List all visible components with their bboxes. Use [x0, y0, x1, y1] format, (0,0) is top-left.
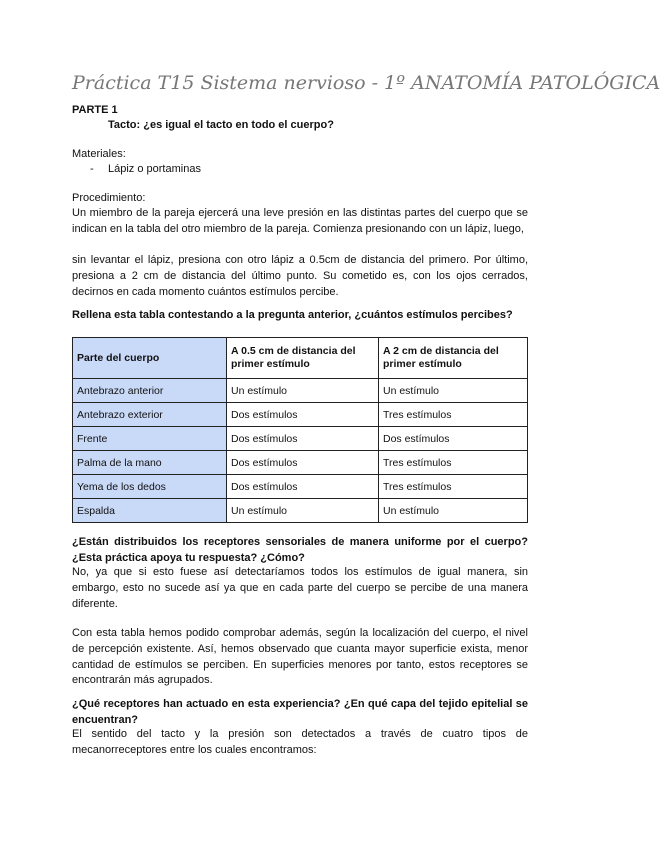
table-header-cell: A 0.5 cm de distancia del primer estímulo	[227, 338, 379, 379]
table-header-cell: A 2 cm de distancia del primer estímulo	[379, 338, 528, 379]
table-cell: Dos estímulos	[227, 403, 379, 427]
table-header-cell: Parte del cuerpo	[73, 338, 227, 379]
stimuli-table	[72, 337, 528, 523]
table-prompt: Rellena esta tabla contestando a la pregunta anterior, ¿cuántos estímulos percibes?	[72, 309, 513, 321]
materials-bullet: -	[90, 163, 94, 175]
table-row	[73, 379, 528, 403]
table-cell: Dos estímulos	[379, 427, 528, 451]
table-cell: Un estímulo	[379, 499, 528, 523]
table-cell: Tres estímulos	[379, 403, 528, 427]
table-row	[73, 499, 528, 523]
materials-label: Materiales:	[72, 148, 126, 160]
table-cell-body-part: Yema de los dedos	[73, 475, 227, 499]
question-1: ¿Están distribuidos los receptores sensoriales de manera uniforme por el cuerpo? ¿Esta práctica apoya tu respuesta? ¿Cómo?	[72, 536, 528, 564]
table-cell: Un estímulo	[227, 379, 379, 403]
question-2: ¿Qué receptores han actuado en esta experiencia? ¿En qué capa del tejido epitelial se encuentran?	[72, 698, 528, 726]
answer-1: No, ya que si esto fuese así detectaríamos todos los estímulos de igual manera, sin embargo, esto no sucede así ya que en cada parte del cuerpo se percibe de una manera diferente.	[72, 566, 528, 610]
table-cell: Un estímulo	[227, 499, 379, 523]
table-cell: Un estímulo	[379, 379, 528, 403]
answer-1-continued: Con esta tabla hemos podido comprobar además, según la localización del cuerpo, el nivel de percepción existente. Así, hemos observado que cuanta mayor superficie exista, menor cantidad de estímulos se perciben. En superficies menores por tanto, estos receptores se encontrarán más agrupados.	[72, 627, 528, 687]
section-subtitle: Tacto: ¿es igual el tacto en todo el cuerpo?	[108, 119, 334, 131]
table-row	[73, 403, 528, 427]
table-row	[73, 427, 528, 451]
table-cell: Dos estímulos	[227, 427, 379, 451]
table-row	[73, 451, 528, 475]
table-cell: Dos estímulos	[227, 475, 379, 499]
table-cell-body-part: Antebrazo exterior	[73, 403, 227, 427]
table-row	[73, 475, 528, 499]
procedure-text-continued: sin levantar el lápiz, presiona con otro lápiz a 0.5cm de distancia del primero. Por último, presiona a 2 cm de distancia del último punto. Su cometido es, con los ojos cerrados, decirnos en cada momento cuántos estímulos percibe.	[72, 254, 528, 298]
table-cell-body-part: Espalda	[73, 499, 227, 523]
procedure-text: Un miembro de la pareja ejercerá una leve presión en las distintas partes del cuerpo que se indican en la tabla del otro miembro de la pareja. Comienza presionando con un lápiz, luego,	[72, 207, 528, 235]
table-cell: Tres estímulos	[379, 475, 528, 499]
table-header-row	[73, 338, 528, 379]
table-cell: Dos estímulos	[227, 451, 379, 475]
materials-item: Lápiz o portaminas	[108, 163, 201, 175]
procedure-label: Procedimiento:	[72, 192, 146, 204]
table-cell-body-part: Palma de la mano	[73, 451, 227, 475]
page-title: Práctica T15 Sistema nervioso - 1º ANATOMÍA PATOLÓGICA	[72, 72, 660, 94]
part-heading: PARTE 1	[72, 104, 118, 116]
table-cell-body-part: Frente	[73, 427, 227, 451]
table-cell: Tres estímulos	[379, 451, 528, 475]
answer-2: El sentido del tacto y la presión son detectados a través de cuatro tipos de mecanorreceptores entre los cuales encontramos:	[72, 728, 528, 756]
table-cell-body-part: Antebrazo anterior	[73, 379, 227, 403]
